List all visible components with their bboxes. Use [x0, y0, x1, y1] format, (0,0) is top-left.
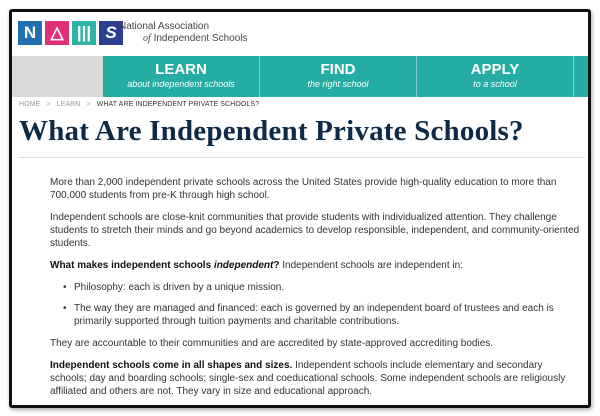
- page-title: What Are Independent Private Schools?: [19, 115, 524, 147]
- logo-triangle-tile: △: [45, 21, 69, 45]
- screenshot-frame: [9, 9, 591, 408]
- breadcrumb: [19, 101, 259, 108]
- main-nav: [12, 56, 588, 97]
- breadcrumb-learn[interactable]: LEARN: [56, 101, 81, 108]
- nav-learn-sub: about independent schools: [127, 79, 235, 89]
- breadcrumb-current: WHAT ARE INDEPENDENT PRIVATE SCHOOLS?: [96, 101, 260, 108]
- logo-n-tile: N: [18, 21, 42, 45]
- paragraph-what-makes: What makes independent schools independent? Independent schools are independent in:: [50, 260, 463, 271]
- title-divider: [18, 157, 585, 158]
- article-body: [50, 176, 580, 407]
- independence-list: [50, 281, 580, 328]
- paragraph-accountable: They are accountable to their communities and are accredited by state-approved accrediting bodies.: [50, 338, 494, 349]
- org-name-line1: National Association: [119, 21, 210, 32]
- nav-learn[interactable]: [103, 56, 260, 97]
- list-item: • The way they are managed and financed: each is governed by an independent board of trustees and each is primarily supported through tuition payments and charitable contributions.: [50, 302, 580, 328]
- nav-learn-label: LEARN: [155, 61, 207, 78]
- nav-find-sub: the right school: [307, 79, 369, 89]
- nav-find-label: FIND: [320, 61, 356, 78]
- nav-spacer: [12, 56, 103, 97]
- breadcrumb-home[interactable]: HOME: [19, 101, 41, 108]
- nais-logo[interactable]: [18, 21, 123, 45]
- nav-find[interactable]: [260, 56, 417, 97]
- logo-s-tile: S: [99, 21, 123, 45]
- logo-bars-tile: |||: [72, 21, 96, 45]
- paragraph-intro: More than 2,000 independent private schools across the United States provide high-quality education to more than 700,000 students from pre-K through high school.: [50, 177, 557, 201]
- org-name[interactable]: [119, 21, 248, 45]
- breadcrumb-separator: >: [46, 101, 51, 108]
- nav-next-item-partial[interactable]: [574, 56, 588, 97]
- paragraph-shapes-sizes: Independent schools come in all shapes and sizes. Independent schools include elementary and secondary schools; day and boarding schools; single-sex and coeducational schools. Some independent schools are religiously affiliated and others are not. They vary in size and educational approach.: [50, 360, 566, 397]
- breadcrumb-separator: >: [86, 101, 91, 108]
- paragraph-communities: Independent schools are close-knit communities that provide students with individualized attention. They challenge students to stretch their minds and go beyond academics to develop responsible, independent, and community-oriented students.: [50, 212, 580, 249]
- nav-apply[interactable]: [417, 56, 574, 97]
- site-header: [12, 12, 588, 56]
- list-item: • Philosophy: each is driven by a unique mission.: [50, 281, 580, 294]
- nav-apply-sub: to a school: [473, 79, 517, 89]
- nav-apply-label: APPLY: [470, 61, 520, 78]
- org-name-line2: of Independent Schools: [143, 33, 248, 44]
